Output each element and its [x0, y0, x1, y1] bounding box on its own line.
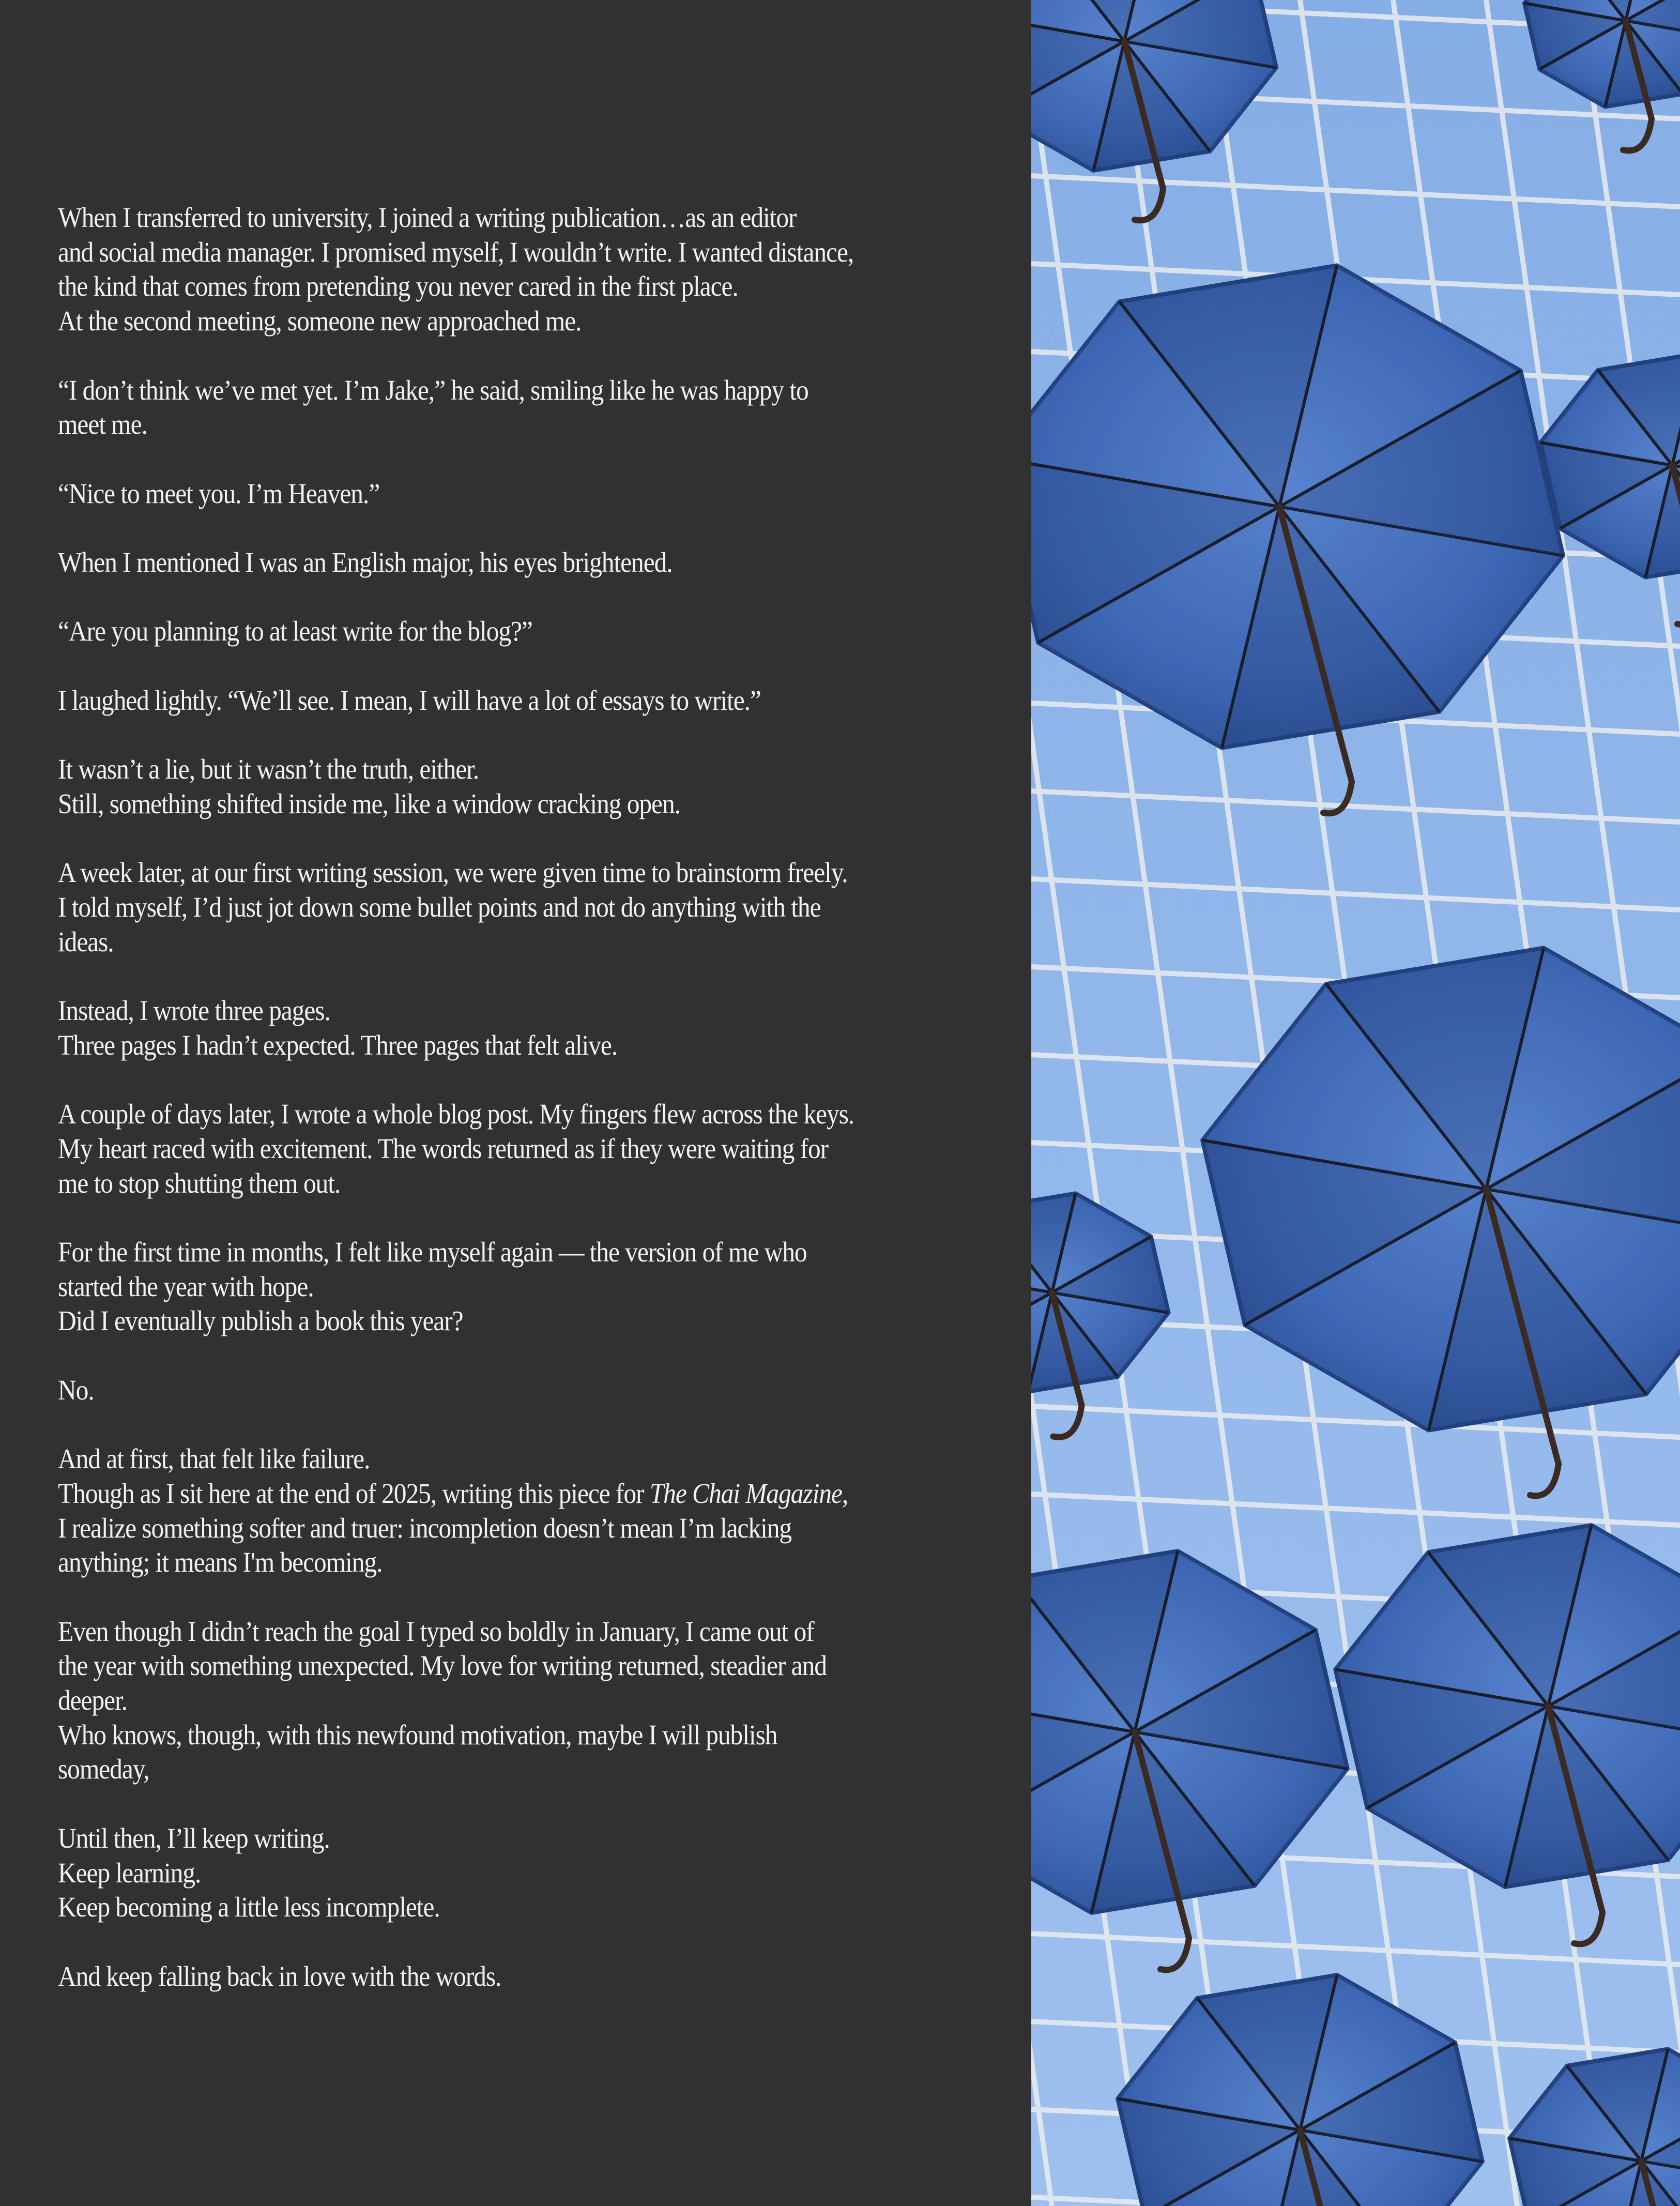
- story-paragraph: [58, 994, 923, 1062]
- story-line: A couple of days later, I wrote a whole blog post. My fingers flew across the keys.: [58, 1098, 854, 1130]
- story-line: For the first time in months, I felt like myself again — the version of me who: [58, 1236, 807, 1268]
- story-paragraph: [58, 1959, 923, 1994]
- story-line: My heart raced with excitement. The words returned as if they were waiting for: [58, 1132, 829, 1164]
- story-line: and social media manager. I promised myself, I wouldn’t write. I wanted distance,: [58, 236, 854, 268]
- story-line: Still, something shifted inside me, like a window cracking open.: [58, 787, 680, 819]
- story-line: “I don’t think we’ve met yet. I’m Jake,” he said, smiling like he was happy to: [58, 374, 808, 406]
- story-paragraph: [58, 477, 923, 511]
- story-line: the year with something unexpected. My love for writing returned, steadier and: [58, 1650, 827, 1682]
- story-line: I laughed lightly. “We’ll see. I mean, I will have a lot of essays to write.”: [58, 684, 761, 716]
- story-line: started the year with hope.: [58, 1270, 314, 1302]
- story-line: At the second meeting, someone new approached me.: [58, 305, 582, 337]
- magazine-title: The Chai Magazine: [649, 1477, 842, 1509]
- story-line: Keep becoming a little less incomplete.: [58, 1891, 440, 1923]
- story-line: “Are you planning to at least write for the blog?”: [58, 615, 532, 647]
- story-line: “Nice to meet you. I’m Heaven.”: [58, 477, 380, 509]
- story-line: A week later, at our first writing session, we were given time to brainstorm freely.: [58, 857, 848, 889]
- story-line: deeper.: [58, 1684, 127, 1716]
- story-text: [58, 201, 923, 2028]
- story-paragraph: [58, 201, 923, 339]
- story-line-text: Though as I sit here at the end of 2025, writing this piece for: [58, 1477, 650, 1509]
- story-line: When I transferred to university, I joined a writing publication…as an editor: [58, 202, 797, 233]
- story-paragraph: [58, 1821, 923, 1925]
- umbrella-photo: [1031, 0, 1680, 2206]
- story-paragraph: [58, 373, 923, 442]
- story-line: When I mentioned I was an English major, his eyes brightened.: [58, 546, 673, 578]
- story-paragraph: [58, 856, 923, 959]
- story-paragraph: [58, 752, 923, 821]
- story-paragraph: [58, 1615, 923, 1787]
- story-line: ideas.: [58, 925, 114, 957]
- story-line: Until then, I’ll keep writing.: [58, 1822, 330, 1854]
- story-line: the kind that comes from pretending you never cared in the first place.: [58, 270, 738, 302]
- story-paragraph: [58, 1235, 923, 1338]
- story-line: Who knows, though, with this newfound motivation, maybe I will publish: [58, 1718, 777, 1751]
- story-line: me to stop shutting them out.: [58, 1167, 341, 1199]
- blue-umbrellas-image: [1031, 0, 1680, 2206]
- story-line: It wasn’t a lie, but it wasn’t the truth, either.: [58, 753, 479, 785]
- story-line: Keep learning.: [58, 1857, 201, 1889]
- story-paragraph: [58, 683, 923, 718]
- story-line: I told myself, I’d just jot down some bullet points and not do anything with the: [58, 891, 821, 923]
- story-line: anything; it means I'm becoming.: [58, 1546, 383, 1578]
- story-line: Did I eventually publish a book this year?: [58, 1305, 463, 1337]
- story-line: And at first, that felt like failure.: [58, 1443, 370, 1475]
- story-line: Three pages I hadn’t expected. Three pages that felt alive.: [58, 1029, 618, 1061]
- story-line: No.: [58, 1374, 94, 1406]
- story-paragraph: [58, 545, 923, 580]
- story-paragraph: [58, 1373, 923, 1408]
- story-paragraph: [58, 1097, 923, 1200]
- story-line: someday,: [58, 1753, 149, 1785]
- story-paragraph: [58, 614, 923, 649]
- story-line: Even though I didn’t reach the goal I typed so boldly in January, I came out of: [58, 1615, 814, 1647]
- story-line: Instead, I wrote three pages.: [58, 995, 330, 1027]
- story-paragraph: [58, 1442, 923, 1580]
- story-line: meet me.: [58, 408, 147, 440]
- story-line-text: ,: [842, 1477, 848, 1509]
- story-line: And keep falling back in love with the words.: [58, 1960, 501, 1992]
- story-line: [58, 1477, 923, 1511]
- story-line: I realize something softer and truer: incompletion doesn’t mean I’m lacking: [58, 1512, 792, 1544]
